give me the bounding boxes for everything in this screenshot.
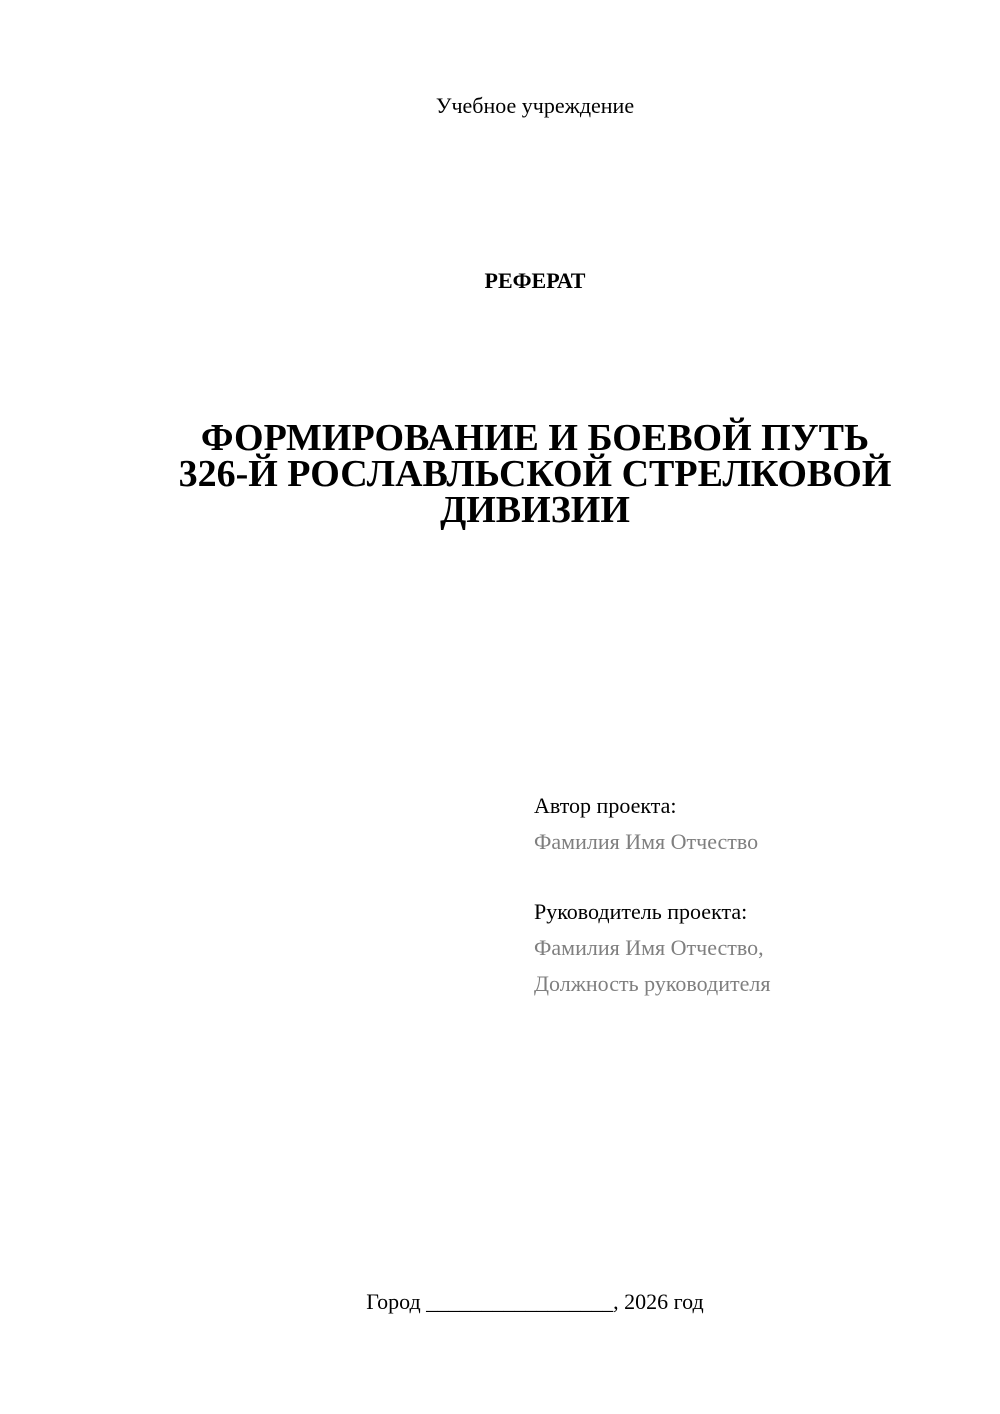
institution-name: Учебное учреждение: [435, 93, 635, 118]
city-blank: _________________: [426, 1289, 614, 1314]
credits-block: [534, 788, 770, 1002]
title-line-3: ДИВИЗИИ: [440, 489, 630, 531]
supervisor-name: Фамилия Имя Отчество,: [534, 935, 764, 960]
document-type: РЕФЕРАТ: [484, 268, 586, 293]
title-line-2: 326-Й РОСЛАВЛЬСКОЙ СТРЕЛКОВОЙ: [178, 453, 892, 495]
supervisor-position: Должность руководителя: [534, 971, 771, 996]
supervisor-label: Руководитель проекта:: [534, 899, 748, 924]
year-text: , 2026 год: [613, 1289, 704, 1314]
city-label: Город: [366, 1289, 421, 1314]
document-title: [100, 417, 970, 531]
title-line-1: ФОРМИРОВАНИЕ И БОЕВОЙ ПУТЬ: [200, 417, 870, 459]
city-year-line: [0, 1289, 1000, 1315]
author-label: Автор проекта:: [534, 793, 677, 818]
author-name: Фамилия Имя Отчество: [534, 829, 759, 854]
credits-spacer: [534, 860, 770, 894]
